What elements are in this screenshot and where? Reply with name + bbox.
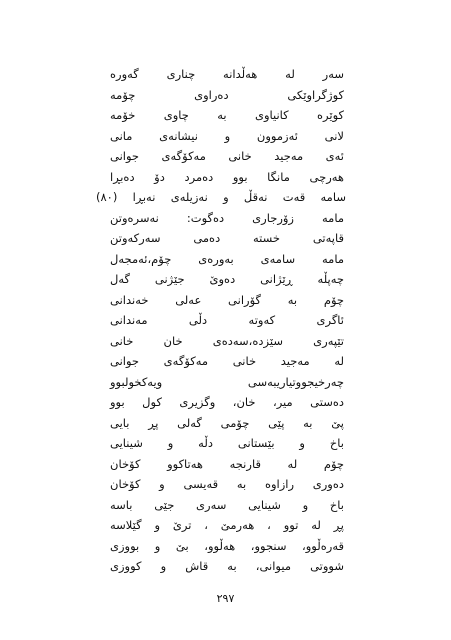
poem-line: سەر لە هەڵدانە چناری گەورە xyxy=(110,67,344,81)
poem-line: دەستی میر، خان، وگزیری کول بوو xyxy=(110,395,344,409)
poem-line: ئەی مەجید خانی مەکۆگەی جوانی xyxy=(110,149,344,163)
poem-line: دەوری رازاوە بە قەیسی و کۆخان xyxy=(110,477,344,491)
poem-line: تێپەری سێزدە،سەدەی خان خانی xyxy=(110,333,344,348)
poem-line: ئاگری کەوتە دڵی مەندانی xyxy=(110,313,344,327)
poem-line: باخ و شینایی سەری جێی باسە xyxy=(110,497,344,512)
poem-line: قەرەڵوو، سنجوو، هەڵوو، بێ و بووزی xyxy=(110,538,344,553)
page-number: ٢٩٧ xyxy=(216,592,235,605)
poem-line: هەرچی مانگا بوو دەمرد دۆ دەبڕا xyxy=(110,169,344,184)
poem-line: پڕ لە توو ، هەرمێ ، ترێ و گێلاسە xyxy=(110,518,344,532)
poem-line: کوژگراوێکی دەراوی چۆمە xyxy=(110,87,344,102)
poem-line: مامە سامەی بەورەی چۆم،ئەمجەل xyxy=(110,251,344,266)
poem-line: قاپەتی خستە دەمی سەرکەوتن xyxy=(110,231,344,245)
poem-line: چۆم لە قارنجە هەتاکوو کۆخان xyxy=(110,456,344,471)
poem-line: چەرخیجووتیاریبەسی ویەکخولبوو xyxy=(110,374,344,389)
poem-line: باخ و بێستانی دڵە و شینایی xyxy=(110,436,344,450)
poem-line: لانی ئەزموون و نیشانەی مانی xyxy=(110,128,344,143)
poem-line: شووتی میوانی، بە قاش و کووزی xyxy=(110,559,344,573)
poem-line: چۆم بە گۆرانی عەلی خەندانی xyxy=(110,292,344,307)
poem-text xyxy=(96,64,346,577)
poem-line: لە مەجید خانی مەکۆگەی جوانی xyxy=(110,354,344,368)
poem-line: سامە قەت نەقڵ و نەزیلەی نەبڕا (٨٠) xyxy=(96,190,346,204)
poem-line: پێ بە پێی چۆمی گەلی پڕ بایی xyxy=(110,415,344,430)
poem-line: چەپڵە ڕێژانی دەوێ جێژنی گەل xyxy=(110,272,344,286)
poem-line: کوێرە کانیاوی بە چاوی خۆمە xyxy=(110,108,344,122)
poem-line: مامە زۆرجاری دەگوت: نەسرەوتن xyxy=(110,210,344,225)
